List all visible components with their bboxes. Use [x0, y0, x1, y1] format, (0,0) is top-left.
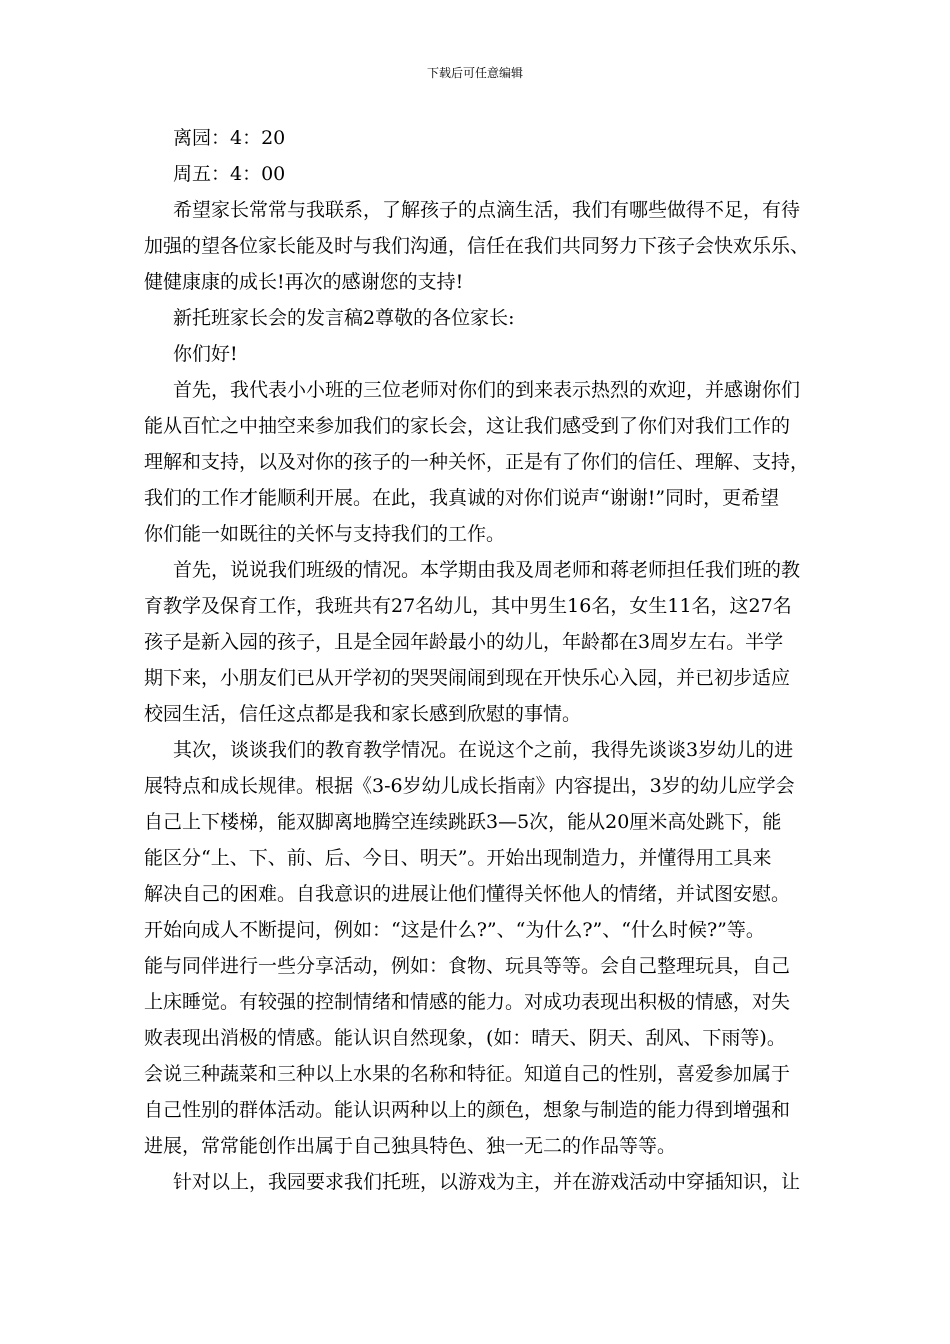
greeting-line: 你们好! — [173, 343, 238, 365]
text-line: 我们的工作才能顺利开展。在此，我真诚的对你们说声“谢谢!”同时，更希望 — [144, 487, 780, 509]
text-line: 上床睡觉。有较强的控制情绪和情感的能力。对成功表现出积极的情感，对失 — [144, 991, 791, 1013]
text-line: 能与同伴进行一些分享活动，例如：食物、玩具等等。会自己整理玩具，自己 — [144, 955, 791, 977]
paragraph-start-line: 其次，谈谈我们的教育教学情况。在说这个之前，我得先谈谈3岁幼儿的进 — [173, 739, 794, 761]
text-line: 开始向成人不断提问，例如：“这是什么?”、“为什么?”、“什么时候?”等。 — [144, 919, 765, 941]
text-line: 育教学及保育工作，我班共有27名幼儿，其中男生16名，女生11名，这27名 — [144, 595, 792, 617]
section-title-line: 新托班家长会的发言稿2尊敬的各位家长: — [173, 307, 515, 329]
document-body — [144, 120, 828, 1200]
paragraph-start-line: 首先，我代表小小班的三位老师对你们的到来表示热烈的欢迎，并感谢你们 — [173, 379, 801, 401]
text-line: 败表现出消极的情感。能认识自然现象，(如：晴天、阴天、刮风、下雨等)。 — [144, 1027, 786, 1049]
paragraph-start-line: 首先，说说我们班级的情况。本学期由我及周老师和蒋老师担任我们班的教 — [173, 559, 801, 581]
text-line: 能区分“上、下、前、后、今日、明天”。开始出现制造力，并懂得用工具来 — [144, 847, 772, 869]
text-line: 展特点和成长规律。根据《3-6岁幼儿成长指南》内容提出，3岁的幼儿应学会 — [144, 775, 795, 797]
text-line: 离园：4：20 — [173, 127, 286, 149]
text-line: 会说三种蔬菜和三种以上水果的名称和特征。知道自己的性别，喜爱参加属于 — [144, 1063, 791, 1085]
text-line: 孩子是新入园的孩子，且是全园年龄最小的幼儿，年龄都在3周岁左右。半学 — [144, 631, 784, 653]
text-line: 自己上下楼梯，能双脚离地腾空连续跳跃3—5次，能从20厘米高处跳下，能 — [144, 811, 782, 833]
text-line: 你们能一如既往的关怀与支持我们的工作。 — [144, 523, 506, 545]
paragraph-start-line: 希望家长常常与我联系，了解孩子的点滴生活，我们有哪些做得不足，有待 — [173, 199, 801, 221]
page-header: 下载后可任意编辑 — [426, 66, 523, 80]
text-line: 解决自己的困难。自我意识的进展让他们懂得关怀他人的情绪，并试图安慰。 — [144, 883, 791, 905]
text-line: 校园生活，信任这点都是我和家长感到欣慰的事情。 — [144, 703, 582, 725]
text-line: 健健康康的成长!再次的感谢您的支持! — [144, 271, 464, 293]
text-line: 能从百忙之中抽空来参加我们的家长会，这让我们感受到了你们对我们工作的 — [144, 415, 791, 437]
text-line: 加强的望各位家长能及时与我们沟通，信任在我们共同努力下孩子会快欢乐乐、 — [144, 235, 810, 257]
text-line: 周五：4：00 — [173, 163, 286, 185]
text-line: 进展，常常能创作出属于自己独具特色、独一无二的作品等等。 — [144, 1135, 677, 1157]
text-line: 自己性别的群体活动。能认识两种以上的颜色，想象与制造的能力得到增强和 — [144, 1099, 791, 1121]
paragraph-start-line: 针对以上，我园要求我们托班，以游戏为主，并在游戏活动中穿插知识，让 — [173, 1171, 801, 1193]
text-line: 期下来，小朋友们已从开学初的哭哭闹闹到现在开快乐心入园，并已初步适应 — [144, 667, 791, 689]
text-line: 理解和支持，以及对你的孩子的一种关怀，正是有了你们的信任、理解、支持， — [144, 451, 810, 473]
